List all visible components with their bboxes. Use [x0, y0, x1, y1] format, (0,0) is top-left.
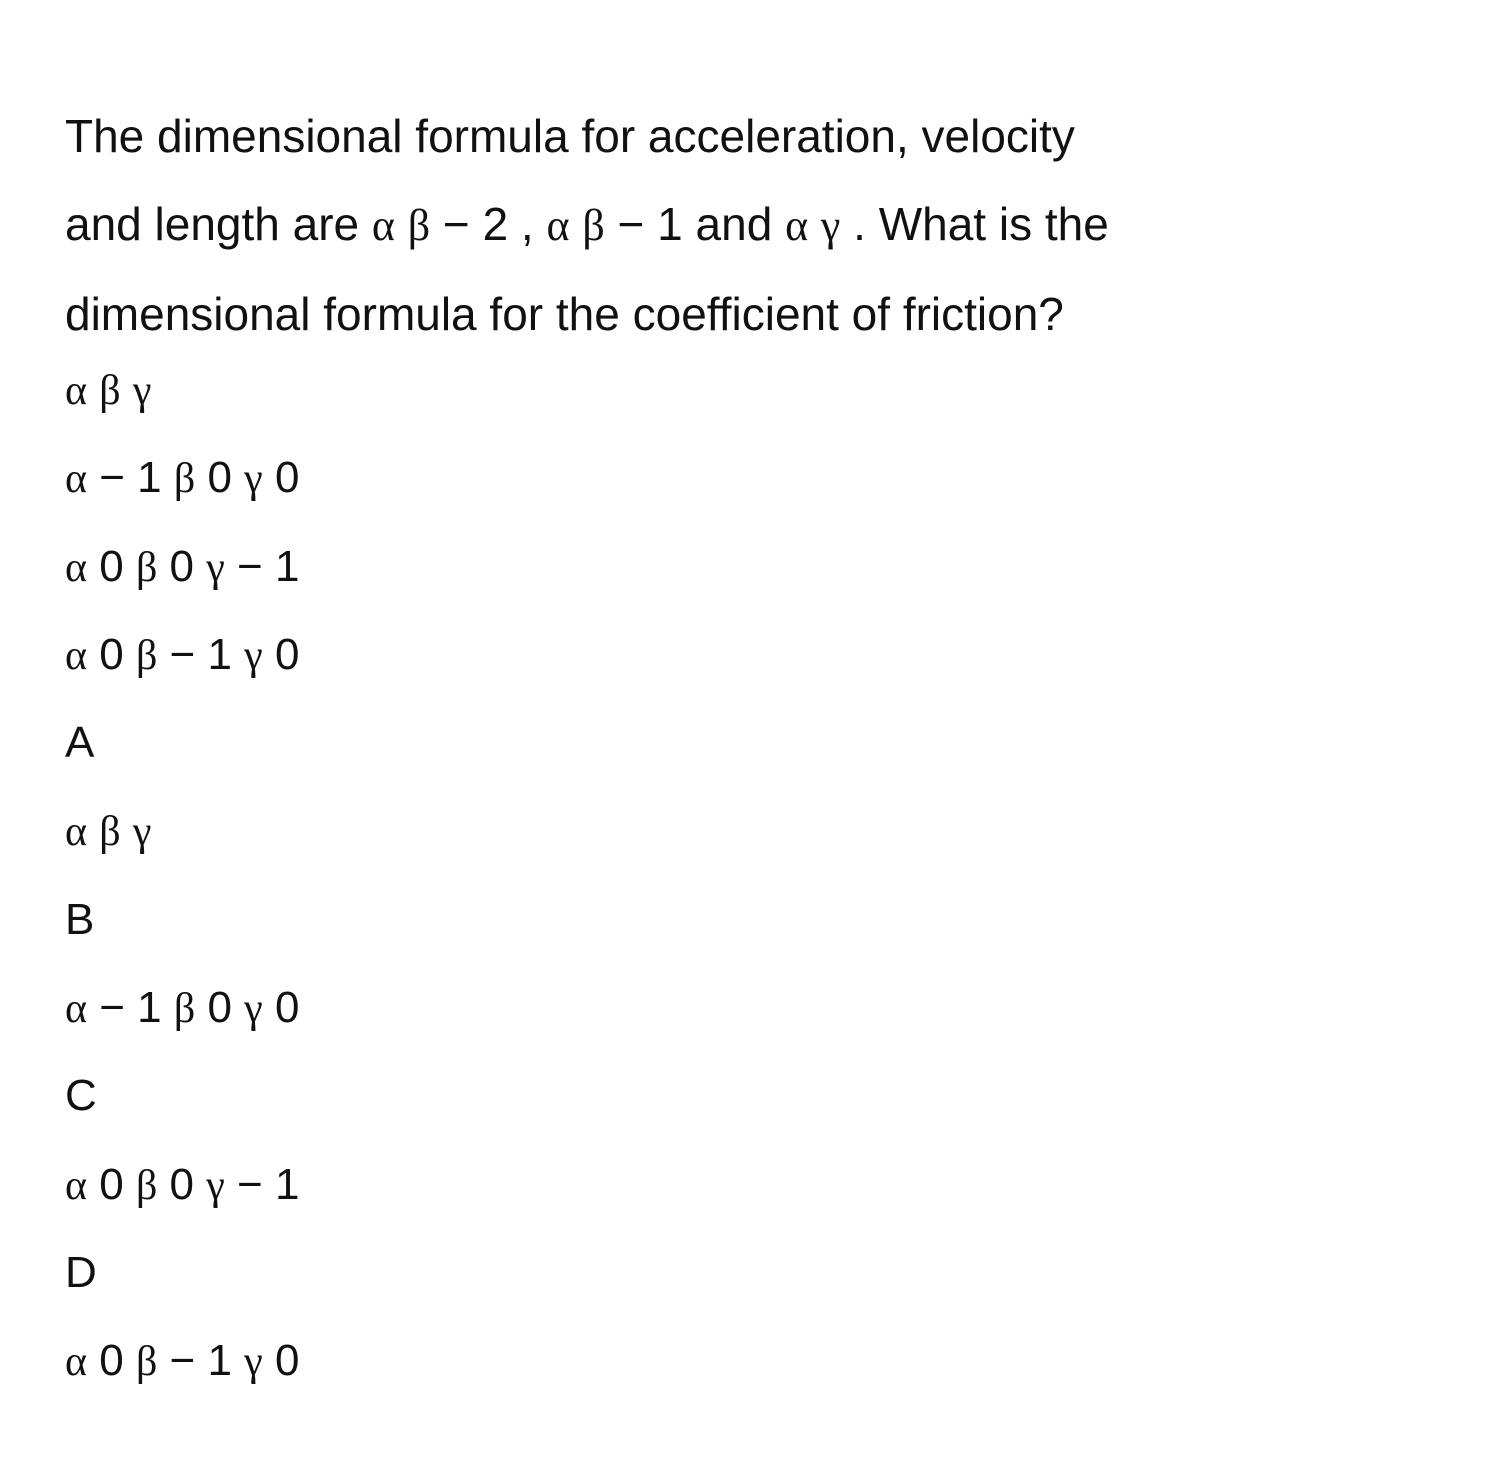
option-b-letter[interactable]: B	[65, 894, 95, 944]
choice-list-item-3: α 0 β 0 γ − 1	[65, 541, 300, 591]
choice-list-item-4: α 0 β − 1 γ 0	[65, 629, 300, 679]
option-b-text[interactable]: α − 1 β 0 γ 0	[65, 983, 300, 1033]
option-d-text[interactable]: α 0 β − 1 γ 0	[65, 1336, 300, 1386]
question-line-2: and length are α β − 2 , α β − 1 and α γ . What is the	[65, 198, 1109, 250]
option-a-letter[interactable]: A	[65, 718, 95, 768]
option-c-letter[interactable]: C	[65, 1071, 97, 1121]
question-text	[65, 92, 1445, 358]
choice-list-item-1: α β γ	[65, 368, 152, 414]
option-a-text[interactable]: α β γ	[65, 809, 152, 856]
option-d-letter[interactable]: D	[65, 1247, 97, 1297]
answer-block	[65, 346, 1445, 1406]
question-line-1: The dimensional formula for acceleration, velocity	[65, 110, 1075, 162]
question-line-3: dimensional formula for the coefficient of friction?	[65, 288, 1064, 340]
choice-list-item-2: α − 1 β 0 γ 0	[65, 453, 300, 503]
option-c-text[interactable]: α 0 β 0 γ − 1	[65, 1159, 300, 1209]
